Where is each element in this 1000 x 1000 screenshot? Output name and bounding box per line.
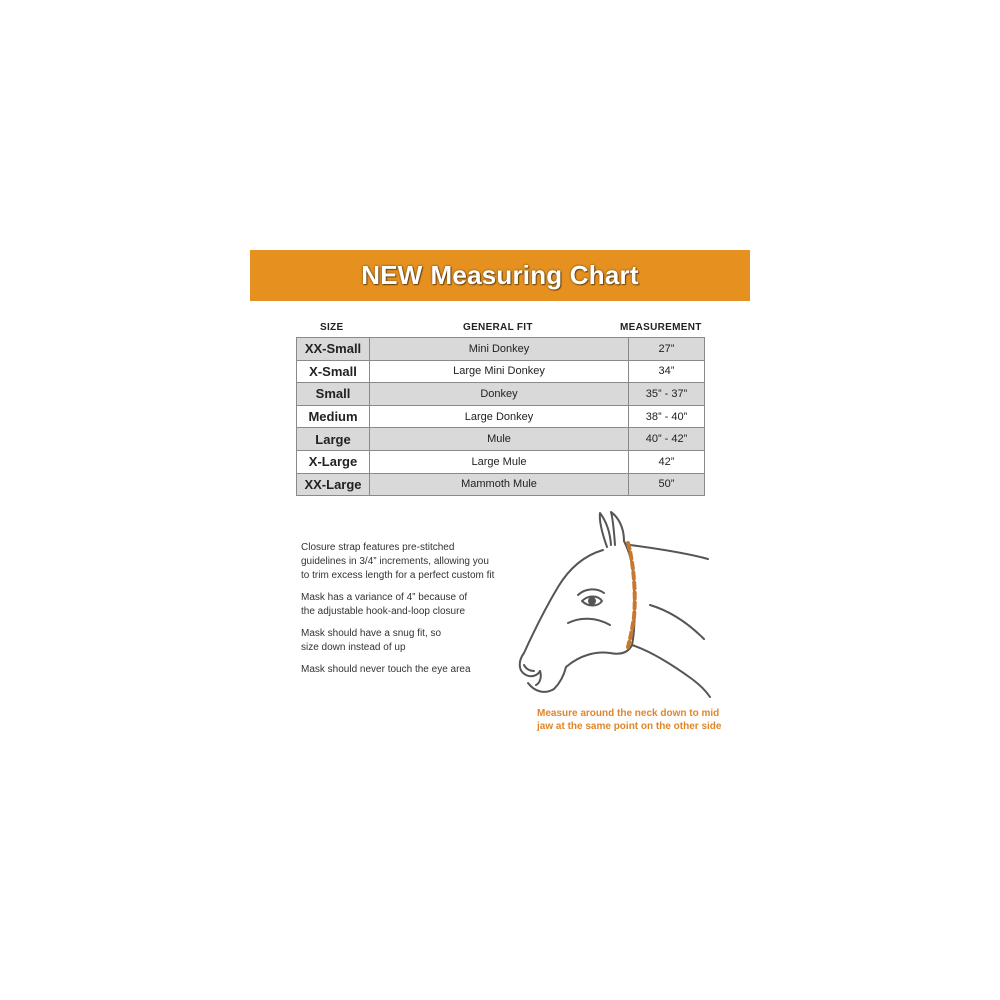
table-row	[297, 405, 705, 428]
table-row	[297, 428, 705, 451]
size-cell: X-Small	[297, 360, 370, 383]
banner-title	[361, 260, 638, 291]
measurement-cell: 27”	[629, 338, 705, 361]
table-row	[297, 450, 705, 473]
fit-cell: Donkey	[370, 383, 629, 406]
table-row	[297, 338, 705, 361]
note-closure-strap: Closure strap features pre-stitched guidelines in 3/4” increments, allowing you to trim excess length for a perfect custom fit	[301, 542, 495, 581]
measurement-cell: 35” - 37”	[629, 383, 705, 406]
measurement-cell: 38” - 40”	[629, 405, 705, 428]
fitting-notes	[301, 541, 531, 685]
measure-instruction-caption: Measure around the neck down to mid jaw at the same point on the other side	[537, 708, 722, 732]
size-cell: Medium	[297, 405, 370, 428]
fit-cell: Large Mini Donkey	[370, 360, 629, 383]
measurement-cell: 42”	[629, 450, 705, 473]
banner-title-new: NEW	[361, 260, 423, 290]
header-size: SIZE	[320, 322, 344, 333]
note-eye-area: Mask should never touch the eye area	[301, 664, 471, 675]
size-cell: Small	[297, 383, 370, 406]
table-row	[297, 473, 705, 496]
size-cell: XX-Large	[297, 473, 370, 496]
size-cell: X-Large	[297, 450, 370, 473]
table-row	[297, 383, 705, 406]
size-table	[296, 337, 705, 496]
fit-cell: Mammoth Mule	[370, 473, 629, 496]
header-general-fit: GENERAL FIT	[463, 322, 533, 333]
banner-title-rest: Measuring Chart	[430, 260, 639, 290]
table-row	[297, 360, 705, 383]
fit-cell: Mini Donkey	[370, 338, 629, 361]
header-measurement: MEASUREMENT	[620, 322, 702, 333]
horse-head-outline-icon	[510, 505, 730, 705]
fit-cell: Large Donkey	[370, 405, 629, 428]
table-headers	[296, 322, 706, 336]
note-variance: Mask has a variance of 4” because of the adjustable hook-and-loop closure	[301, 592, 468, 617]
size-cell: Large	[297, 428, 370, 451]
measurement-cell: 40” - 42”	[629, 428, 705, 451]
fit-cell: Large Mule	[370, 450, 629, 473]
size-cell: XX-Small	[297, 338, 370, 361]
note-snug-fit: Mask should have a snug fit, so size down instead of up	[301, 628, 442, 653]
fit-cell: Mule	[370, 428, 629, 451]
measurement-cell: 34”	[629, 360, 705, 383]
header-banner	[250, 250, 750, 301]
measurement-cell: 50”	[629, 473, 705, 496]
